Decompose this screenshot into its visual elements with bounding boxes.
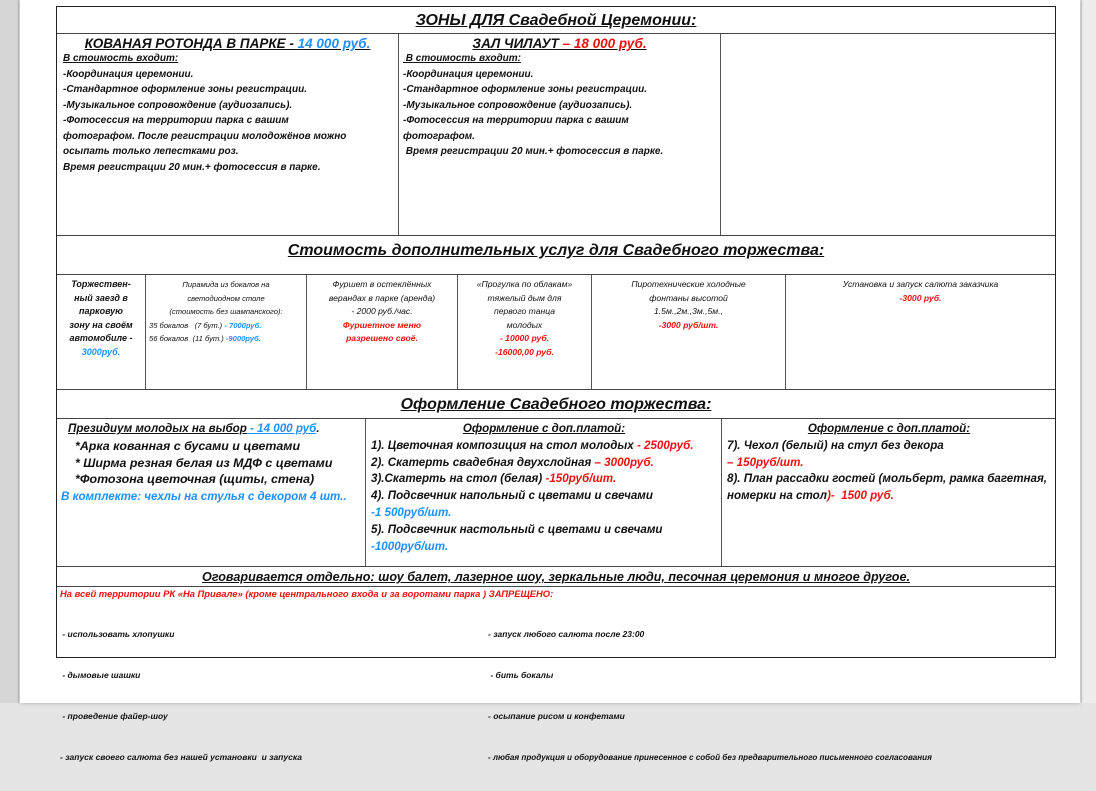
viewer-left-margin <box>0 0 19 703</box>
ceremony-zones-title: ЗОНЫ ДЛЯ Свадебной Церемонии: <box>415 12 697 29</box>
prohibited-item: - осыпание рисом и конфетами <box>488 710 625 721</box>
paid-decoration-col2 <box>722 419 1055 566</box>
service-price: 3000руб. <box>81 346 121 357</box>
decoration-header <box>57 390 1055 419</box>
venue-title: ЗАЛ ЧИЛАУТ – 18 000 руб. <box>472 36 647 51</box>
decoration-title: Оформление Свадебного торжества: <box>400 396 712 413</box>
venue-price: – 18 000 руб. <box>558 36 647 51</box>
paid-item: 8). План рассадки гостей (мольберт, рамка багетная, номерки на стол)- 1500 руб. <box>727 472 1048 503</box>
service-buffet-veranda: Фуршет в остеклённых верандах в парке (аренда) - 2000 руб./час. Фуршетное меню разрешено своё. <box>307 275 458 389</box>
prohibited-list-left <box>60 601 480 791</box>
separately-text: Оговаривается отдельно: шоу балет, лазерное шоу, зеркальные люди, песочная церемония и многое другое. <box>202 570 910 584</box>
prohibited-item: - любая продукция и оборудование принесенное с собой без предварительного письменного согласования <box>488 752 932 762</box>
service-customer-fireworks: Установка и запуск салюта заказчика -3000 руб. <box>786 275 1055 389</box>
price-table <box>56 6 1056 762</box>
paid-decoration-title: Оформление с доп.платой: <box>462 422 626 435</box>
presidium-cell <box>57 419 366 566</box>
additional-services-header <box>57 236 1055 275</box>
venue-rotunda <box>57 34 399 235</box>
service-price: - 7000руб. <box>224 320 262 330</box>
prohibited-item: - запуск любого салюта после 23:00 <box>488 629 645 640</box>
prohibited-item: - запуск своего салюта без нашей установки и запуска <box>60 751 302 762</box>
venue-description: В стоимость входит: -Координация церемонии. -Стандартное оформление зоны регистрации. -Музыкальное сопровождение (аудиозапись). -Фотосессия на территории парка с вашим фотографом. Время регистрации 20 мин.+ фотосессия в парке. <box>403 53 664 157</box>
service-price: -3000 руб. <box>899 292 942 303</box>
services-row <box>57 275 1055 390</box>
additional-services-title: Стоимость дополнительных услуг для Свадебного торжества: <box>287 242 825 259</box>
service-price: - 10000 руб. <box>499 333 550 343</box>
service-price: -9000руб. <box>225 334 261 343</box>
paid-decoration-title: Оформление с доп.платой: <box>807 422 971 435</box>
separately-row <box>57 567 1055 587</box>
venue-empty-cell <box>721 34 1055 235</box>
prohibited-item: - использовать хлопушки <box>60 629 175 640</box>
presidium-option: *Фотозона цветочная (щиты, стена) <box>75 472 315 487</box>
prohibited-list-right <box>488 601 1055 791</box>
paid-decoration-col1 <box>366 419 722 566</box>
service-heavy-smoke: «Прогулка по облакам» тяжелый дым для первого танца молодых - 10000 руб. -16000,00 руб. <box>458 275 592 389</box>
service-price: -3000 руб/шт. <box>658 319 719 330</box>
service-note: Фуршетное меню <box>342 319 422 330</box>
presidium-option: * Ширма резная белая из МДФ с цветами <box>75 455 333 470</box>
paid-item: 1). Цветочная композиция на стол молодых - 2500руб. <box>371 438 694 452</box>
service-price: -16000,00 руб. <box>495 346 554 357</box>
paid-item: 3).Скатерть на стол (белая) -150руб/шт. <box>371 472 617 486</box>
venue-price: 14 000 руб. <box>297 36 371 51</box>
ceremony-zones-header <box>57 7 1055 34</box>
paid-item: 5). Подсвечник настольный с цветами и свечами -1000руб/шт. <box>371 522 663 553</box>
venue-description: В стоимость входит: -Координация церемонии. -Стандартное оформление зоны регистрации. -Музыкальное сопровождение (аудиозапись). -Фотосессия на территории парка с вашим фотографом. После регистрации молодожёнов можно осыпать только лепестками роз. Время регистрации 20 мин.+ фотосессия в парке. <box>63 53 347 173</box>
presidium-title: Президиум молодых на выбор - 14 000 руб. <box>68 422 320 435</box>
presidium-kit-note: В комплекте: чехлы на стулья с декором 4 шт.. <box>61 490 347 504</box>
service-note: разрешено своё. <box>346 333 418 343</box>
venue-chillout-hall <box>399 34 721 235</box>
prohibited-item: - проведение файер-шоу <box>60 710 168 721</box>
prohibited-item: - дымовые шашки <box>60 669 141 680</box>
service-glass-pyramid: Пирамида из бокалов на светодиодном столе (стоимость без шампанского): 35 бокалов (7 бут.) - 7000руб. 56 бокалов (11 бут.) -9000руб. <box>146 275 307 389</box>
paid-item: 2). Скатерть свадебная двухслойная – 3000руб. <box>371 455 654 469</box>
paid-item: 7). Чехол (белый) на стул без декора – 150руб/шт. <box>727 438 944 469</box>
presidium-option: *Арка кованная с бусами и цветами <box>75 438 301 453</box>
service-car-entry: Торжествен- ный заезд в парковую зону на своём автомобиле - 3000руб. <box>57 275 146 389</box>
prohibited-header: На всей территории РК «На Привале» (кроме центрального входа и за воротами парка ) ЗАПРЕЩЕНО: <box>60 588 554 599</box>
paid-item: 4). Подсвечник напольный с цветами и свечами -1 500руб/шт. <box>371 489 653 519</box>
service-cold-fountains: Пиротехнические холодные фонтаны высотой 1.5м.,2м.,3м.,5м., -3000 руб/шт. <box>592 275 786 389</box>
decoration-row <box>57 419 1055 567</box>
presidium-price: - 14 000 руб <box>246 422 317 435</box>
viewer-scrollbar[interactable] <box>1081 0 1096 703</box>
prohibited-item: - бить бокалы <box>488 669 554 680</box>
document-page <box>20 0 1080 762</box>
venues-row <box>57 34 1055 236</box>
prohibited-section <box>57 587 1055 762</box>
venue-title: КОВАНАЯ РОТОНДА В ПАРКЕ - 14 000 руб. <box>84 36 371 51</box>
